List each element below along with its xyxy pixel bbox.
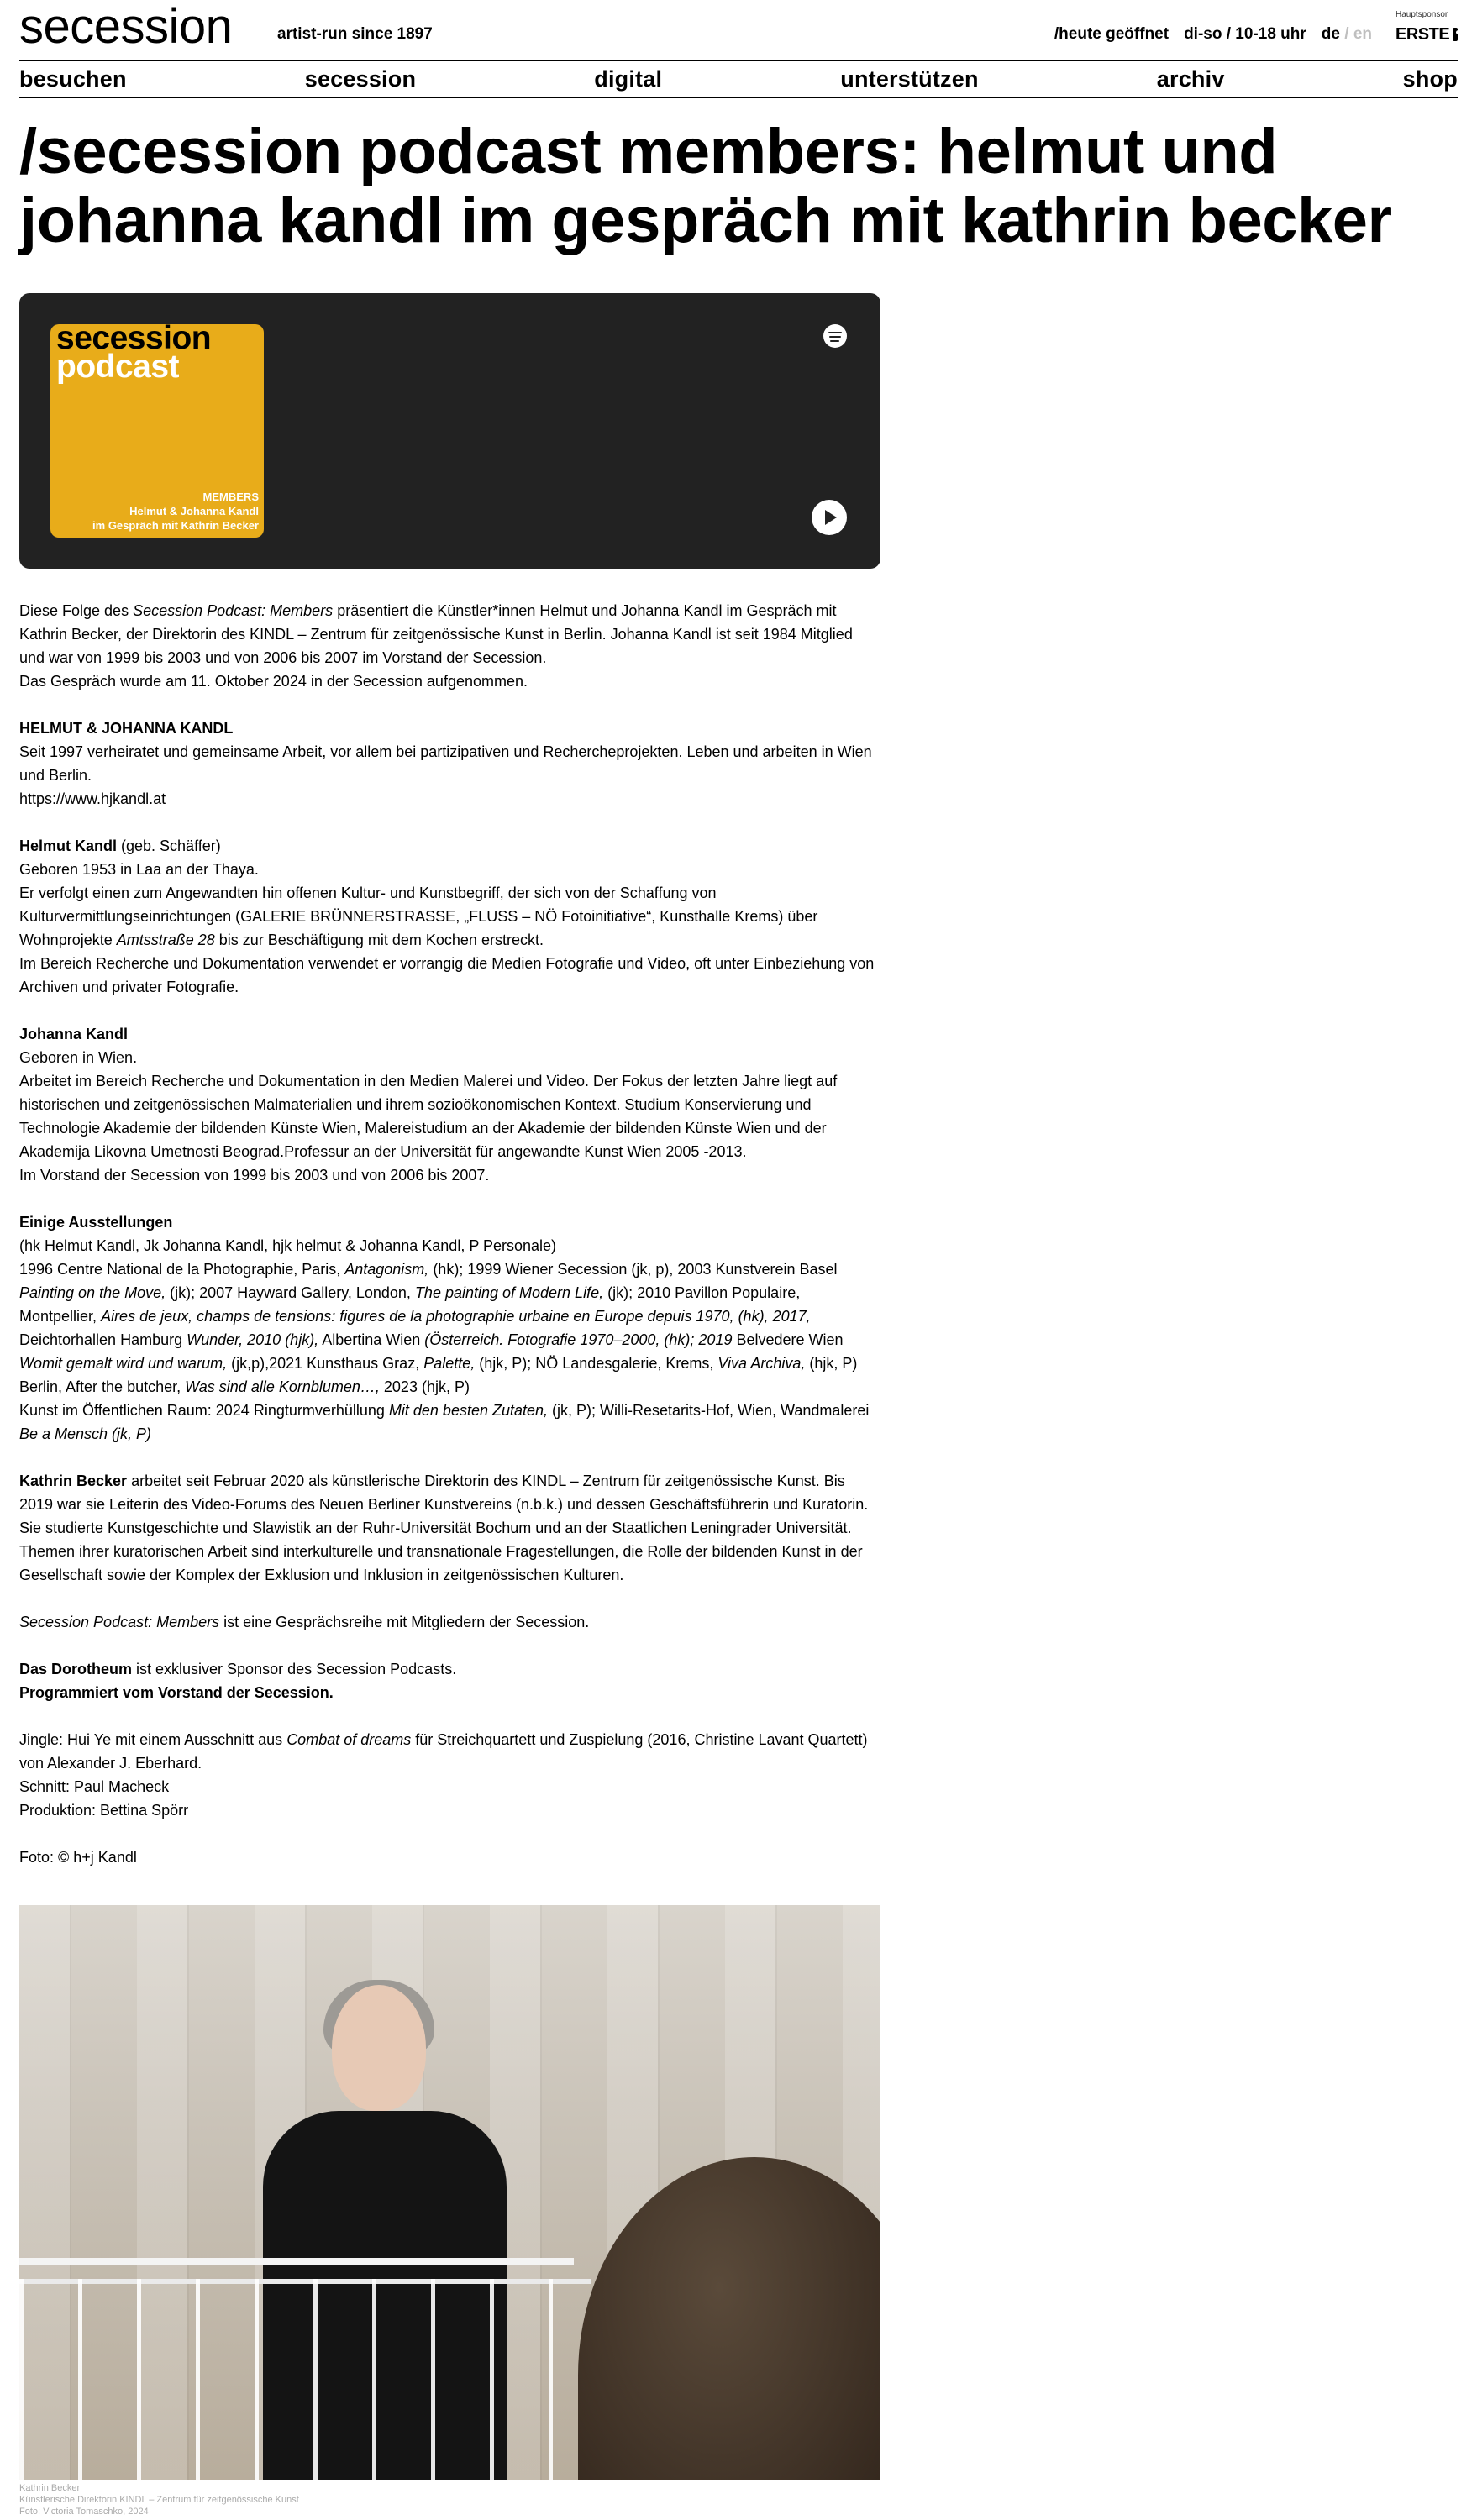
sponsor-label: Hauptsponsor	[1396, 10, 1448, 19]
exhibitions-section: Einige Ausstellungen (hk Helmut Kandl, Jk Johanna Kandl, hjk helmut & Johanna Kandl, P Personale) 1996 Centre National de la Photographie, Paris, Antagonism, (hk); 1999 Wiener Secession (jk, p), 2003 Kunstverein Basel Painting on the Move, (jk); 2007 Hayward Gallery, London, The painting of Modern Life, (jk); 2010 Pavillon Populaire, Montpellier, Aires de jeux, champs de tensions: figures de la photographie urbaine en Europe depuis 1970, (hk), 2017, Deichtorhallen Hamburg Wunder, 2010 (hjk), Albertina Wien (Österreich. Fotografie 1970–2000, (hk); 2019 Belvedere Wien Womit gemalt wird und warum, (jk,p),2021 Kunsthaus Graz, Palette, (hjk, P); NÖ Landesgalerie, Krems, Viva Archiva, (hjk, P) Berlin, After the butcher, Was sind alle Kornblumen…, 2023 (hjk, P) Kunst im Öffentlichen Raum: 2024 Ringturmverhüllung Mit den besten Zutaten, (jk, P); Willi-Resetarits-Hof, Wien, Wandmalerei Be a Mensch (jk, P)	[19, 1214, 870, 1442]
site-tagline: artist-run since 1897	[277, 25, 433, 43]
header	[19, 0, 1458, 59]
cover-subtitle	[92, 490, 259, 533]
language-switch	[1322, 25, 1372, 44]
caption-line-1: Kathrin Becker	[19, 2483, 81, 2493]
sponsor-note: Das Dorotheum ist exklusiver Sponsor des Secession Podcasts. Programmiert vom Vorstand der Secession.	[19, 1661, 457, 1701]
portrait-photo	[19, 1905, 880, 2480]
article-body	[19, 599, 880, 1893]
caption-line-2: Künstlerische Direktorin KINDL – Zentrum für zeitgenössische Kunst	[19, 2495, 299, 2505]
nav-besuchen[interactable]: besuchen	[19, 66, 127, 92]
nav-shop[interactable]: shop	[1402, 66, 1458, 92]
exhibitions-heading: Einige Ausstellungen	[19, 1214, 173, 1231]
cover-title	[56, 324, 212, 385]
hk-heading: HELMUT & JOHANNA KANDL	[19, 720, 234, 737]
hk-section: HELMUT & JOHANNA KANDL Seit 1997 verheiratet und gemeinsame Arbeit, vor allem bei partizipativen und Rechercheprojekten. Leben und arbeiten in Wien und Berlin. https://www.hjkandl.at	[19, 720, 872, 807]
podcast-cover[interactable]	[50, 324, 264, 538]
credits: Jingle: Hui Ye mit einem Ausschnitt aus Combat of dreams für Streichquartett und Zuspielung (2016, Christine Lavant Quartett) von Alexander J. Eberhard. Schnitt: Paul Macheck Produktion: Bettina Spörr	[19, 1731, 868, 1819]
helmut-heading: Helmut Kandl	[19, 837, 118, 854]
spotify-player[interactable]	[19, 293, 880, 569]
cover-sub-3: im Gespräch mit Kathrin Becker	[92, 519, 259, 532]
lang-separator: /	[1339, 25, 1353, 43]
nav-digital[interactable]: digital	[594, 66, 663, 92]
page	[19, 0, 1458, 2517]
photo-credit: Foto: © h+j Kandl	[19, 1849, 137, 1866]
series-note: Secession Podcast: Members ist eine Gesprächsreihe mit Mitgliedern der Secession.	[19, 1614, 590, 1630]
play-icon[interactable]	[812, 500, 847, 535]
open-today-link[interactable]: /heute geöffnet	[1054, 25, 1170, 43]
becker-section: Kathrin Becker arbeitet seit Februar 2020 als künstlerische Direktorin des KINDL – Zentrum für zeitgenössische Kunst. Bis 2019 war sie Leiterin des Video-Forums des Neuen Berliner Kunstvereins (n.b.k.) und dessen Geschäftsführerin und Kuratorin. Sie studierte Kunstgeschichte und Slawistik an der Ruhr-Universität Bochum und an der Staatlichen Leningrader Universität. Themen ihrer kuratorischen Arbeit sind interkulturelle und transnationale Fragestellungen, die Rolle der bildenden Kunst in der Gesellschaft sowie der Komplex der Exklusion und Inklusion in zeitgenössischen Kulturen.	[19, 1473, 869, 1583]
cover-line-1: secession	[56, 324, 212, 356]
header-info	[1054, 25, 1372, 44]
becker-heading: Kathrin Becker	[19, 1473, 128, 1489]
lang-en[interactable]: en	[1353, 25, 1372, 43]
erste-logo	[1396, 25, 1458, 44]
spotify-icon[interactable]	[823, 324, 847, 348]
johanna-section: Johanna Kandl Geboren in Wien. Arbeitet im Bereich Recherche und Dokumentation in den Medien Malerei und Video. Der Fokus der letzten Jahre liegt auf historischen und zeitgenössischen Malmaterialien und ihrem sozioökonomischen Kontext. Studium Konservierung und Technologie Akademie der bildenden Künste Wien, Malereistudium an der Akademie der bildenden Künste Wien und der Akademija Likovna Umetnosti Beograd.Professur an der Universität für angewandte Kunst Wien 2005 -2013. Im Vorstand der Secession von 1999 bis 2003 und von 2006 bis 2007.	[19, 1026, 838, 1184]
hjkandl-link[interactable]: https://www.hjkandl.at	[19, 790, 166, 807]
caption-line-3: Foto: Victoria Tomaschko, 2024	[19, 2507, 149, 2517]
sponsor-name: ERSTE	[1396, 25, 1450, 44]
lang-de[interactable]: de	[1321, 25, 1340, 43]
cover-sub-2: Helmut & Johanna Kandl	[129, 505, 259, 517]
helmut-section: Helmut Kandl (geb. Schäffer) Geboren 1953 in Laa an der Thaya. Er verfolgt einen zum Angewandten hin offenen Kultur- und Kunstbegriff, der sich von der Schaffung von Kulturvermittlungseinrichtungen (GALERIE BRÜNNERSTRASSE, „FLUSS – NÖ Fotoinitiative“, Kunsthalle Krems) über Wohnprojekte Amtsstraße 28 bis zur Beschäftigung mit dem Kochen erstreckt. Im Bereich Recherche und Dokumentation verwendet er vorrangig die Medien Fotografie und Video, oft unter Einbeziehung von Archiven und privater Fotografie.	[19, 837, 875, 995]
site-logo[interactable]: secession	[19, 0, 233, 54]
intro-paragraph: Diese Folge des Secession Podcast: Members präsentiert die Künstler*innen Helmut und Johanna Kandl im Gespräch mit Kathrin Becker, der Direktorin des KINDL – Zentrum für zeitgenössische Kunst in Berlin. Johanna Kandl ist seit 1984 Mitglied und war von 1999 bis 2003 und von 2006 bis 2007 im Vorstand der Secession. Das Gespräch wurde am 11. Oktober 2024 in der Secession aufgenommen.	[19, 602, 853, 690]
nav-secession[interactable]: secession	[304, 66, 417, 92]
cover-line-2: podcast	[56, 349, 180, 385]
photo-caption	[19, 2482, 299, 2517]
main-sponsor[interactable]	[1396, 10, 1458, 44]
erste-logo-icon	[1453, 28, 1458, 41]
nav-archiv[interactable]: archiv	[1156, 66, 1225, 92]
page-title: /secession podcast members: helmut und johanna kandl im gespräch mit kathrin becker	[19, 116, 1392, 256]
johanna-heading: Johanna Kandl	[19, 1026, 129, 1042]
cover-sub-1: MEMBERS	[202, 491, 259, 503]
main-nav	[19, 60, 1458, 98]
nav-unterstuetzen[interactable]: unterstützen	[840, 66, 979, 92]
opening-hours: di-so / 10-18 uhr	[1184, 25, 1306, 43]
